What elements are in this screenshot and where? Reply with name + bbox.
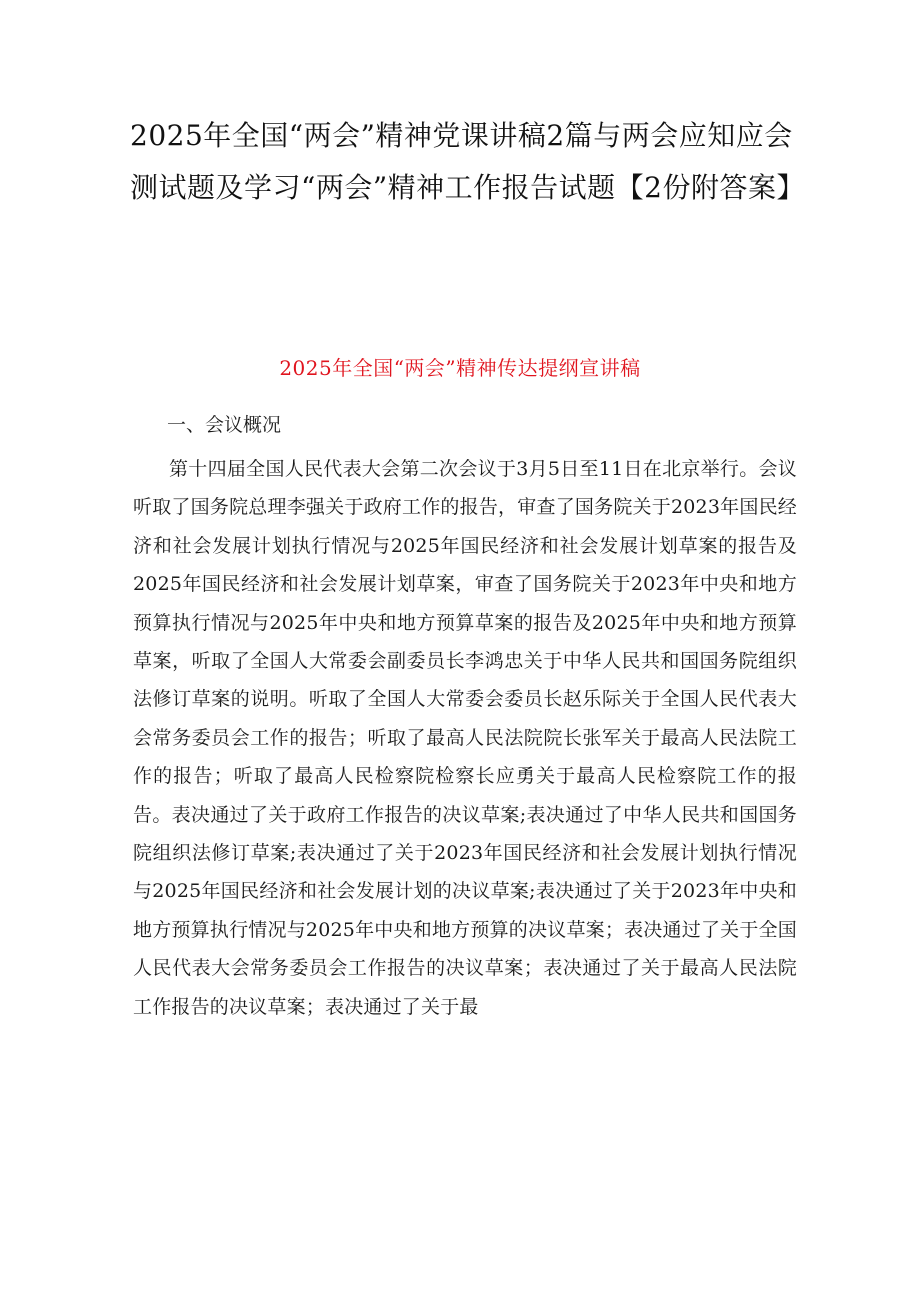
document-title: 2025年全国“两会”精神党课讲稿2篇与两会应知应会测试题及学习“两会”精神工作报告试题【2份附答案】 xyxy=(130,119,805,204)
section-heading: 2025年全国“两会”精神传达提纲宣讲稿 xyxy=(279,356,641,380)
subheading-meeting-overview: 一、会议概况 xyxy=(167,414,282,436)
body-paragraph: 第十四届全国人民代表大会第二次会议于3月5日至11日在北京举行。会议听取了国务院总理李强关于政府工作的报告，审查了国务院关于2023年国民经济和社会发展计划执行情况与2025年国民经济和社会发展计划草案的报告及2025年国民经济和社会发展计划草案，审查了国务院关于2023年中央和地方预算执行情况与2025年中央和地方预算草案的报告及2025年中央和地方预算草案，听取了全国人大常委会副委员长李鸿忠关于中华人民共和国国务院组织法修订草案的说明。听取了全国人大常委会委员长赵乐际关于全国人民代表大会常务委员会工作的报告；听取了最高人民法院院长张军关于最高人民法院工作的报告；听取了最高人民检察院检察长应勇关于最高人民检察院工作的报告。表决通过了关于政府工作报告的决议草案;表决通过了中华人民共和国国务院组织法修订草案;表决通过了关于2023年国民经济和社会发展计划执行情况与2025年国民经济和社会发展计划的决议草案;表决通过了关于2023年中央和地方预算执行情况与2025年中央和地方预算的决议草案；表决通过了关于全国人民代表大会常务委员会工作报告的决议草案；表决通过了关于最高人民法院工作报告的决议草案；表决通过了关于最 xyxy=(133,458,797,1018)
